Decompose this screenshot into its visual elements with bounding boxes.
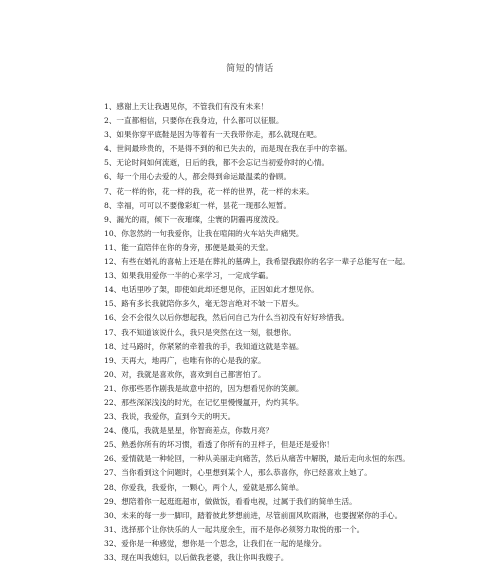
text-line: 7、花一样的你，花一样的我，花一样的世界，花一样的未来。 — [104, 186, 314, 196]
text-line: 32、爱你是一种感觉，想你是一个思念，让我们在一起的是缘分。 — [104, 538, 327, 548]
text-line: 16、会不会很久以后你想起我，然后问自己为什么当初没有好好珍惜我。 — [104, 313, 350, 323]
line-list — [0, 100, 500, 565]
text-line: 18、过马路时，你紧紧的牵着我的手，我知道这就是幸福。 — [104, 341, 304, 351]
text-line: 8、幸福，可可以不要像彩虹一样，昙花一现那么短暂。 — [104, 200, 292, 210]
text-line: 12、有些在婚礼的喜帖上还是在葬礼的墓碑上，我希望我跟你的名字一辈子总能写在一起。 — [104, 257, 410, 267]
text-line: 15、路有多长我就陪你多久，毫无怨言绝对不皱一下眉头。 — [104, 299, 304, 309]
text-line: 22、那些深深浅浅的时光，在记忆里慢慢氲开，灼灼其华。 — [104, 397, 304, 407]
text-line: 11、能一直陪伴在你的身旁，那便是最美的天堂。 — [104, 242, 274, 252]
text-line: 24、傻瓜，我就是星星，你智商差点，你数月亮？ — [104, 426, 274, 436]
text-line: 17、我不知道该说什么，我只是突然在这一刻，很想你。 — [104, 327, 296, 337]
text-line: 28、你爱我，我爱你，一颗心，两个人，爱就是那么简单。 — [104, 482, 304, 492]
text-line: 31、选择那个让你快乐的人一起共度余生，而不是你必须努力取悦的那一个。 — [104, 524, 365, 534]
text-line: 1、感谢上天让我遇见你，不管我们有没有未来！ — [104, 102, 269, 111]
text-line: 27、当你看到这个问题时，心里想到某个人，那么恭喜你，你已经喜欢上她了。 — [104, 468, 372, 478]
text-line: 30、未来的每一步一脚印，踏着彼此梦想前进，尽管前面风吹雨淋，也要握紧你的手心。 — [104, 510, 403, 520]
text-line: 21、你那些恶作剧我是故意中招的，因为想看见你的笑颜。 — [104, 383, 304, 393]
text-line: 29、想陪着你一起逛逛超市，做做饭，看看电视，过属于我们的简单生活。 — [104, 496, 357, 506]
document-title: 简短的情话 — [226, 64, 274, 74]
text-line: 33、现在叫我媳妇，以后做我老婆，我让你叫我嫂子。 — [104, 553, 289, 562]
text-line: 2、一直都相信，只要你在我身边，什么都可以征服。 — [104, 116, 284, 126]
text-line: 9、漏光的雨，倾下一夜璀璨，尘寰的阴霾再度泼没。 — [104, 214, 284, 224]
text-line: 5、无论时间如何流逝，日后的我，都不会忘记当初爱你时的心情。 — [104, 158, 330, 168]
text-line: 25、熟悉你所有的坏习惯，看透了你所有的丑样子，但是还是爱你！ — [104, 440, 334, 450]
text-line: 10、你忽然的一句我爱你，让我在喧闹的火车站失声痛哭。 — [104, 228, 304, 238]
text-line: 6、每一个用心去爱的人，都会得到命运最温柔的眷顾。 — [104, 172, 292, 182]
text-line: 3、如果你穿平底鞋是因为等着有一天我带你走，那么就现在吧。 — [104, 130, 322, 140]
text-line: 19、天再大，地再广，也唯有你的心是我的家。 — [104, 355, 266, 365]
text-line: 26、爱情就是一种轮回，一种从美丽走向痛苦，然后从痛苦中解脱，最后走向永恒的东西。 — [104, 454, 410, 464]
text-line: 14、电话里吵了架，即使如此却还想见你，正因如此才想见你。 — [104, 285, 319, 295]
text-line: 23、我说，我爱你，直到今天的明天。 — [104, 412, 236, 422]
text-line: 4、世间最珍贵的，不是得不到的和已失去的，而是现在我在手中的幸福。 — [104, 144, 352, 154]
text-line: 20、对，我就是喜欢你，喜欢到自己都害怕了。 — [104, 369, 266, 379]
text-line: 13、如果我用爱你一半的心来学习，一定成学霸。 — [104, 271, 274, 281]
